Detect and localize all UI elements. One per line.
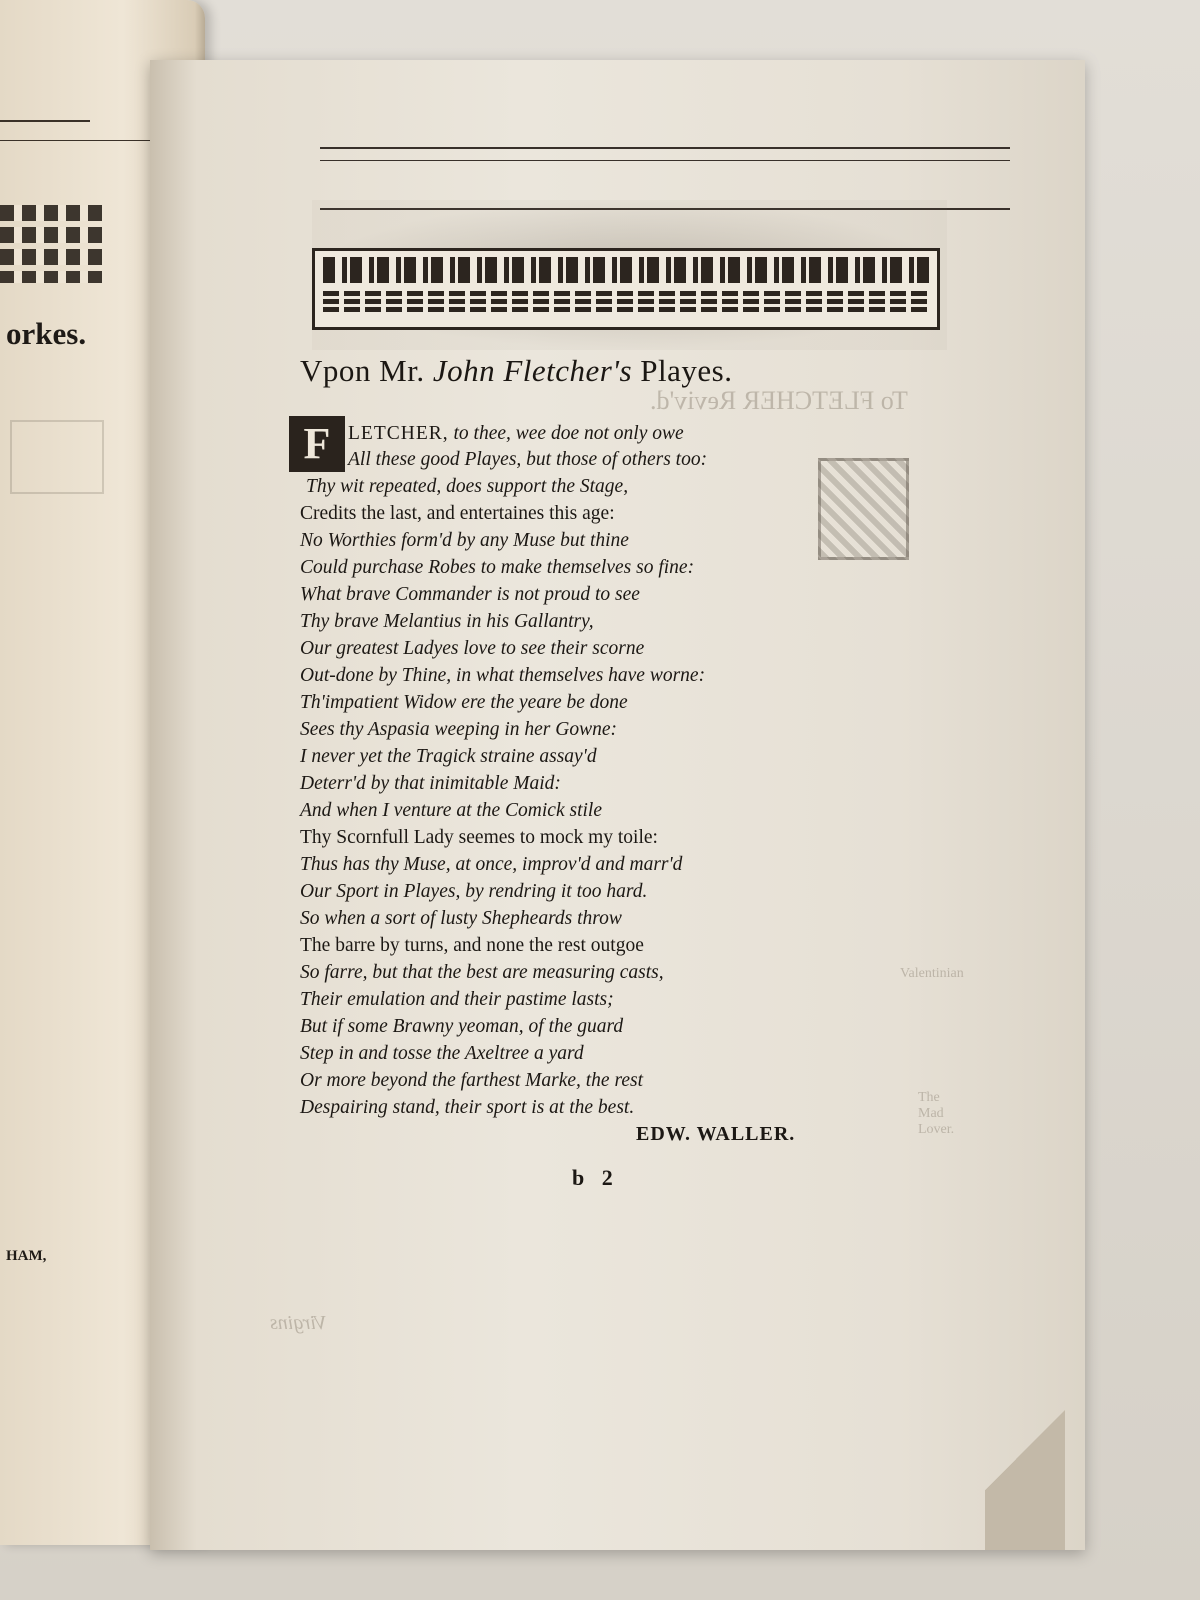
headpiece-ornament (312, 248, 940, 330)
signature-mark: b 2 (572, 1165, 619, 1190)
left-top-rule (0, 120, 90, 122)
show-through-heading: To FLETCHER Reviv'd. (650, 386, 908, 415)
poem-line: Step in and tosse the Axeltree a yard (300, 1043, 584, 1064)
poem-line: No Worthies form'd by any Muse but thine (300, 530, 629, 551)
ornament-flower-row (323, 257, 929, 283)
heading-name: John Fletcher's (432, 353, 633, 388)
poem-line: Deterr'd by that inimitable Maid: (300, 773, 561, 794)
show-through-margin-note-2: The Mad Lover. (918, 1090, 955, 1137)
top-rule-1 (320, 147, 1010, 149)
poem-line: Despairing stand, their sport is at the best. (300, 1097, 635, 1118)
left-page-footer: HAM, (6, 1248, 47, 1264)
poem-line: Thy brave Melantius in his Gallantry, (300, 611, 594, 632)
show-through-footer-word: Virgins (270, 1312, 327, 1334)
author-signature: EDW. WALLER. (636, 1123, 796, 1145)
poem-heading (300, 353, 820, 389)
poem-line: So farre, but that the best are measuring casts, (300, 962, 664, 983)
left-dropcap-ghost (10, 420, 104, 494)
show-through-dropcap (818, 458, 909, 560)
poem-line: Th'impatient Widow ere the yeare be done (300, 692, 628, 713)
poem-line: Thy wit repeated, does support the Stage, (306, 476, 629, 497)
poem-line: The barre by turns, and none the rest outgoe (300, 935, 644, 956)
poem-line: Our Sport in Playes, by rendring it too hard. (300, 881, 648, 902)
ornament-scroll-row (323, 291, 929, 315)
poem-line: Sees thy Aspasia weeping in her Gowne: (300, 719, 618, 740)
poem-line: Out-done by Thine, in what themselves have worne: (300, 665, 706, 686)
poem-first-word: LETCHER, (348, 423, 449, 444)
poem-line: Credits the last, and entertaines this age: (300, 503, 615, 524)
poem-line: Their emulation and their pastime lasts; (300, 989, 614, 1010)
show-through-margin-note-1: Valentinian (900, 966, 964, 981)
page-corner-curl (985, 1350, 1065, 1550)
poem-line: And when I venture at the Comick stile (300, 800, 602, 821)
poem-line: All these good Playes, but those of others too: (348, 449, 708, 470)
poem-line: I never yet the Tragick straine assay'd (300, 746, 597, 767)
heading-suffix: Playes. (640, 353, 733, 388)
top-rule-2 (320, 160, 1010, 161)
left-page-title: orkes. (6, 316, 87, 351)
poem-line: Our greatest Ladyes love to see their scorne (300, 638, 645, 659)
poem-line-text: to thee, wee doe not only owe (448, 423, 684, 444)
poem-line: Could purchase Robes to make themselves so fine: (300, 557, 695, 578)
poem-line: So when a sort of lusty Shepheards throw (300, 908, 622, 929)
poem-line: But if some Brawny yeoman, of the guard (300, 1016, 624, 1037)
poem-line: Thus has thy Muse, at once, improv'd and marr'd (300, 854, 683, 875)
poem-line: Or more beyond the farthest Marke, the rest (300, 1070, 643, 1091)
heading-prefix: Vpon Mr. (300, 353, 425, 388)
left-ornament-band (0, 205, 105, 283)
poem-line: Thy Scornfull Lady seemes to mock my toile: (300, 827, 658, 848)
drop-capital: F (289, 416, 345, 472)
poem-line (348, 422, 684, 446)
poem-line: What brave Commander is not proud to see (300, 584, 640, 605)
